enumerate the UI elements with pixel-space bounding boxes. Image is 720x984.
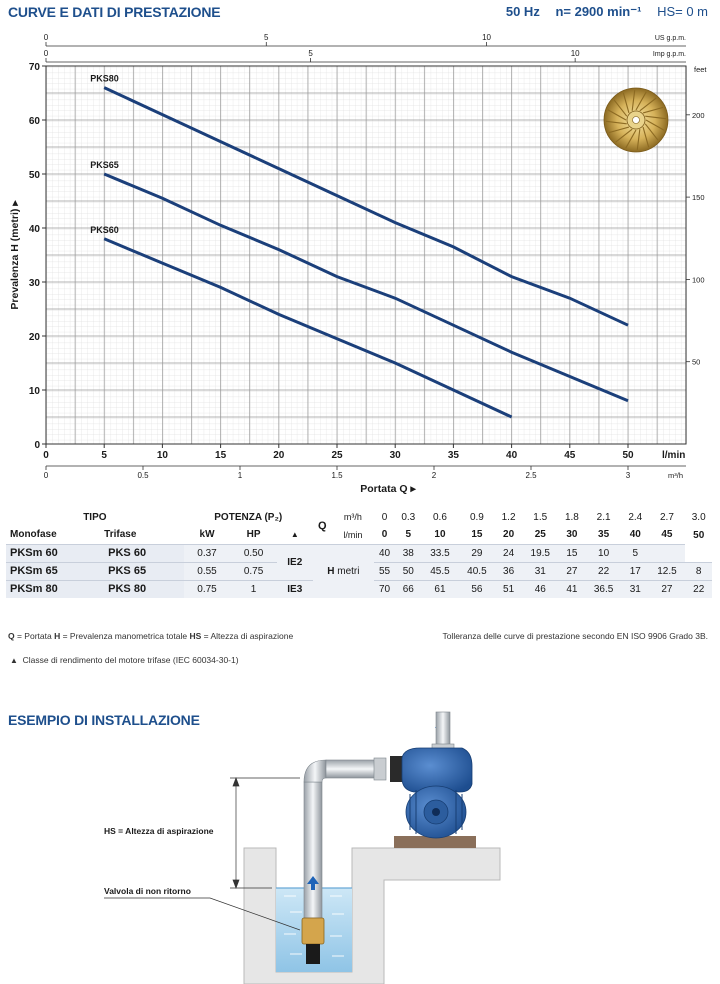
ie-triangle-header: ▲ <box>290 530 299 540</box>
x-tick-label: 5 <box>101 450 107 461</box>
feet-tick-label: 100 <box>692 275 705 285</box>
x-tick-label: 0 <box>43 450 49 461</box>
pipe-elbow <box>304 760 326 782</box>
h-value: 31 <box>522 562 559 580</box>
m3h-tick-label: 3 <box>625 471 631 480</box>
m3h-8: 2.4 <box>628 511 643 523</box>
ie-class-note <box>10 655 239 665</box>
monofase-header: Monofase <box>10 529 57 541</box>
tank <box>244 848 500 984</box>
h-value: 50 <box>395 562 421 580</box>
legend-h-symbol: H <box>54 631 61 641</box>
outlet-pipe <box>436 712 450 748</box>
h-value: 41 <box>559 580 585 598</box>
h-value: 51 <box>495 580 521 598</box>
x-tick-label: 20 <box>273 450 285 461</box>
x-axis-label: Portata Q ▸ <box>360 483 416 495</box>
operating-conditions <box>494 4 708 20</box>
x-tick-label: 50 <box>622 450 634 461</box>
imp-gpm-tick-label: 10 <box>570 49 580 58</box>
hp-value: 0.75 <box>230 562 277 580</box>
symbol-legend <box>8 631 293 641</box>
series-label: PKS80 <box>90 73 119 84</box>
x-tick-label: 45 <box>564 450 576 461</box>
tri-model: PKS 60 <box>104 544 184 562</box>
mono-model: PKSm 65 <box>6 562 104 580</box>
kw-value: 0.37 <box>184 544 231 562</box>
suction-height-label: HS= 0 m <box>657 4 708 19</box>
h-unit: metri <box>337 565 360 577</box>
performance-table <box>6 508 712 598</box>
h-label: H <box>327 565 335 577</box>
impeller-image <box>604 88 668 152</box>
install-title: ESEMPIO DI INSTALLAZIONE <box>8 712 200 728</box>
h-value: 24 <box>495 544 521 562</box>
h-unit-cell <box>313 544 374 598</box>
m3h-2: 0.6 <box>433 511 447 523</box>
kw-header: kW <box>199 529 215 541</box>
imp-gpm-unit-label: Imp g.p.m. <box>652 51 686 58</box>
lmin-unit: l/min <box>343 529 363 540</box>
y-tick-label: 50 <box>28 170 40 181</box>
m3h-unit: m³/h <box>343 512 362 522</box>
lmin-9: 45 <box>661 529 673 541</box>
series-label: PKS65 <box>90 160 119 170</box>
check-valve <box>302 918 324 944</box>
x-tick-label: 35 <box>447 450 459 461</box>
imp-gpm-tick-label: 0 <box>43 49 49 58</box>
installation-diagram <box>0 700 720 984</box>
m3h-0: 0 <box>381 511 388 523</box>
m3h-9: 2.7 <box>659 511 674 523</box>
m3h-5: 1.5 <box>533 511 548 523</box>
mono-model: PKSm 80 <box>6 580 104 598</box>
m3h-6: 1.8 <box>564 511 579 523</box>
x-tick-label: 10 <box>156 450 168 461</box>
pump-body <box>402 748 472 792</box>
x-tick-label: 30 <box>389 450 401 461</box>
lmin-1: 5 <box>405 529 412 541</box>
kw-value: 0.75 <box>184 580 231 598</box>
tri-model: PKS 80 <box>104 580 184 598</box>
m3h-tick-label: 0.5 <box>137 471 149 480</box>
legend-q-text: = Portata <box>14 631 55 641</box>
motor-shaft <box>432 808 440 816</box>
h-value <box>648 544 685 562</box>
impeller-bore <box>633 117 640 124</box>
m3h-unit-label: m³/h <box>668 471 683 480</box>
y-tick-label: 60 <box>28 116 40 127</box>
lmin-2: 10 <box>434 529 446 541</box>
legend-q-symbol: Q <box>8 631 15 641</box>
y-tick-label: 20 <box>28 332 40 343</box>
m3h-tick-label: 2 <box>431 471 437 480</box>
h-value: 70 <box>374 580 395 598</box>
h-value: 17 <box>622 562 648 580</box>
feet-tick-label: 150 <box>692 193 705 203</box>
hp-header: HP <box>246 529 261 541</box>
triangle-icon: ▲ <box>10 656 18 665</box>
lmin-5: 25 <box>534 529 546 541</box>
kw-value: 0.55 <box>184 562 231 580</box>
lmin-10: 50 <box>693 529 705 541</box>
y-tick-label: 30 <box>28 278 40 289</box>
frequency-label: 50 Hz <box>505 4 540 19</box>
lmin-8: 40 <box>629 529 641 541</box>
hp-value: 1 <box>230 580 277 598</box>
y-axis-label: Prevalenza H (metri) ▸ <box>9 200 21 310</box>
legend-hs-symbol: HS <box>189 631 202 641</box>
us-gpm-tick-label: 0 <box>43 33 49 42</box>
lmin-7: 35 <box>598 529 610 541</box>
ie-class-ie2: IE2 <box>277 544 313 580</box>
speed-label: n= 2900 min⁻¹ <box>555 4 642 19</box>
imp-gpm-tick-label: 5 <box>308 49 313 58</box>
table-row <box>6 544 712 562</box>
feet-tick-label: 50 <box>692 357 701 367</box>
x-unit-label: l/min <box>662 450 686 461</box>
m3h-tick-label: 1.5 <box>331 471 343 480</box>
h-value: 19.5 <box>522 544 559 562</box>
us-gpm-unit-label: US g.p.m. <box>654 35 686 42</box>
h-value: 36 <box>495 562 521 580</box>
h-value: 40.5 <box>458 562 495 580</box>
h-value: 40 <box>374 544 395 562</box>
y-tick-label: 10 <box>28 386 40 397</box>
h-value: 33.5 <box>421 544 458 562</box>
h-value: 22 <box>585 562 622 580</box>
x-tick-label: 25 <box>331 450 343 461</box>
potenza-header: POTENZA (P₂) <box>214 511 283 523</box>
m3h-7: 2.1 <box>596 511 611 523</box>
h-value: 5 <box>622 544 648 562</box>
tri-model: PKS 65 <box>104 562 184 580</box>
series-label: PKS60 <box>90 224 119 235</box>
h-value: 55 <box>374 562 395 580</box>
lmin-6: 30 <box>566 529 578 541</box>
h-value: 46 <box>522 580 559 598</box>
m3h-3: 0.9 <box>469 511 484 523</box>
h-value: 12.5 <box>648 562 685 580</box>
h-value: 15 <box>559 544 585 562</box>
y-tick-label: 0 <box>34 440 40 451</box>
h-value: 45.5 <box>421 562 458 580</box>
tolerance-note: Tolleranza delle curve di prestazione secondo EN ISO 9906 Grado 3B. <box>442 631 708 641</box>
h-value: 36.5 <box>585 580 622 598</box>
h-value: 56 <box>458 580 495 598</box>
strainer <box>306 944 320 964</box>
ie-class-ie3: IE3 <box>277 580 313 598</box>
m3h-4: 1.2 <box>501 511 516 523</box>
page-title: CURVE E DATI DI PRESTAZIONE <box>8 4 221 20</box>
ie-class-text: Classe di rendimento del motore trifase (IEC 60034-30-1) <box>22 655 239 665</box>
m3h-tick-label: 2.5 <box>525 471 537 480</box>
h-value: 27 <box>559 562 585 580</box>
h-value: 8 <box>685 562 712 580</box>
pipe-fitting <box>374 758 386 780</box>
m3h-1: 0.3 <box>401 511 416 523</box>
tipo-header: TIPO <box>83 511 107 523</box>
lmin-0: 0 <box>381 529 388 541</box>
y-tick-label: 70 <box>28 62 40 73</box>
x-tick-label: 40 <box>506 450 518 461</box>
horizontal-pipe <box>326 760 382 778</box>
valve-label: Valvola di non ritorno <box>104 886 191 896</box>
hs-label: HS = Altezza di aspirazione <box>104 826 214 836</box>
legend-h-text: = Prevalenza manometrica totale <box>60 631 190 641</box>
suction-pipe <box>304 782 322 918</box>
q-header: Q <box>317 519 327 532</box>
hp-value: 0.50 <box>230 544 277 562</box>
mono-model: PKSm 60 <box>6 544 104 562</box>
h-value: 61 <box>421 580 458 598</box>
us-gpm-tick-label: 10 <box>482 33 492 42</box>
lmin-4: 20 <box>503 529 515 541</box>
trifase-header: Trifase <box>104 529 137 541</box>
h-value: 22 <box>685 580 712 598</box>
h-value: 66 <box>395 580 421 598</box>
x-tick-label: 15 <box>215 450 227 461</box>
feet-unit-label: feet <box>694 65 707 74</box>
legend-hs-text: = Altezza di aspirazione <box>201 631 294 641</box>
feet-tick-label: 200 <box>692 110 705 120</box>
lmin-3: 15 <box>471 529 483 541</box>
h-value: 29 <box>458 544 495 562</box>
performance-chart <box>0 24 720 500</box>
h-value: 31 <box>622 580 648 598</box>
y-tick-label: 40 <box>28 224 40 235</box>
h-value: 10 <box>585 544 622 562</box>
pump <box>390 712 472 838</box>
m3h-10: 3.0 <box>691 511 706 523</box>
us-gpm-tick-label: 5 <box>264 33 269 42</box>
h-value: 27 <box>648 580 685 598</box>
m3h-tick-label: 0 <box>43 471 49 480</box>
m3h-tick-label: 1 <box>237 471 243 480</box>
h-value: 38 <box>395 544 421 562</box>
